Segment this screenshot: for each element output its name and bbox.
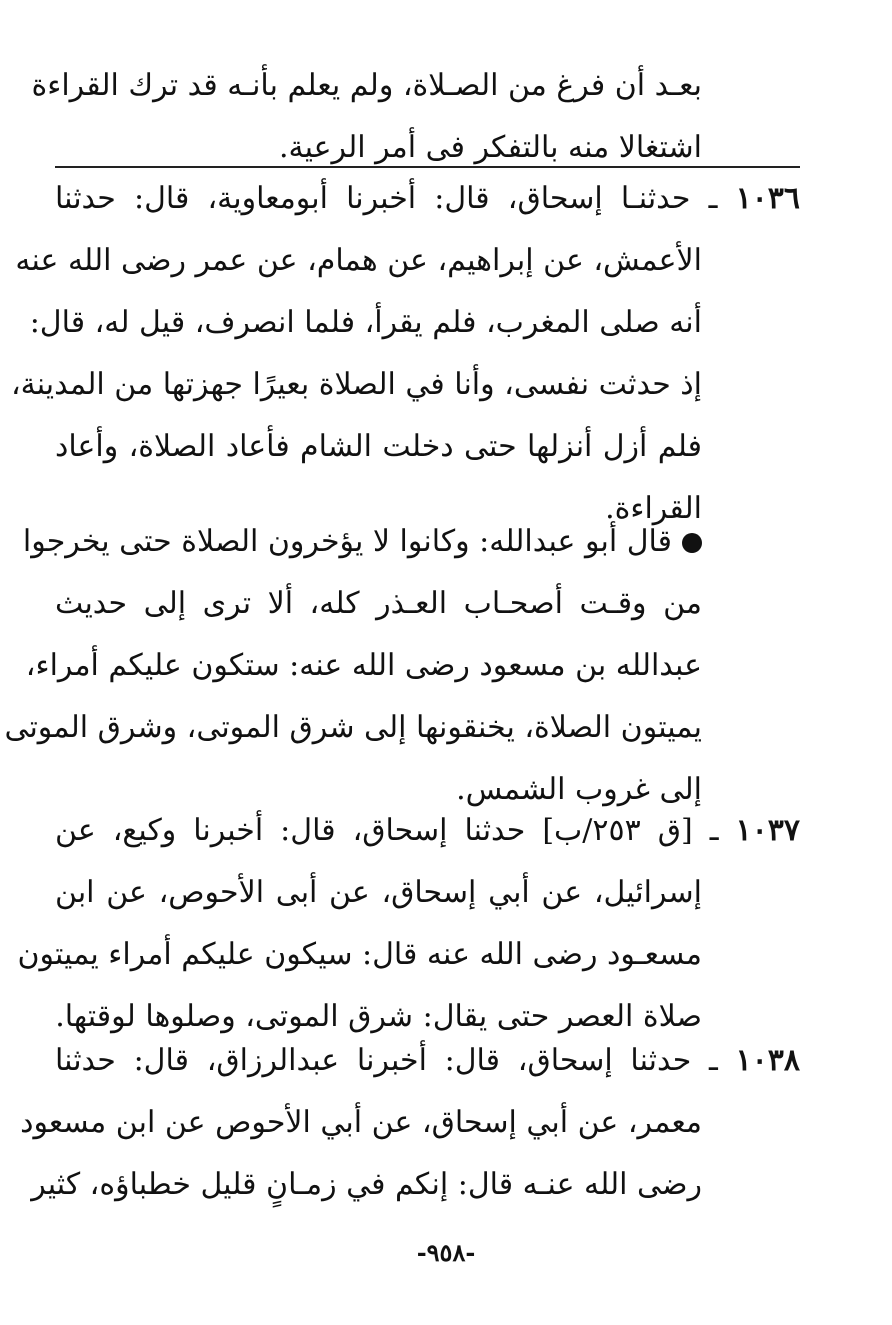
hadith-number: ١٠٣٨ xyxy=(735,1043,800,1078)
line-text: [ق ٢٥٣/ب] حدثنا إسحاق، قال: أخبرنا وكيع، عن xyxy=(55,813,693,848)
number-dash: ـ xyxy=(690,181,718,216)
text-line: اشتغالا منه بالتفكر فى أمر الرعية. xyxy=(278,130,702,165)
text-line xyxy=(22,511,702,573)
hadith-number: ١٠٣٦ xyxy=(735,181,801,216)
hadith-1037 xyxy=(17,800,800,1048)
hadith-number: ١٠٣٧ xyxy=(735,813,800,848)
text-line: صلاة العصر حتى يقال: شرق الموتى، وصلوها لوقتها. xyxy=(55,999,702,1034)
number-dash: ـ xyxy=(691,1043,718,1078)
text-line xyxy=(55,1030,800,1092)
hadith-1038 xyxy=(20,1030,800,1216)
commentary-block xyxy=(4,511,702,821)
text-line xyxy=(55,800,800,862)
text-line: الأعمش، عن إبراهيم، عن همام، عن عمر رضى الله عنه xyxy=(15,243,702,278)
top-paragraph xyxy=(31,55,702,179)
text-line: عبدالله بن مسعود رضى الله عنه: ستكون عليكم أمراء، xyxy=(25,648,702,683)
text-line: من وقـت أصحـاب العـذر كله، ألا ترى إلى حديث xyxy=(55,586,702,621)
text-line: إلى غروب الشمس. xyxy=(456,772,702,807)
text-line: إسرائيل، عن أبي إسحاق، عن أبى الأحوص، عن ابن xyxy=(55,875,702,910)
line-text: حدثنـا إسحاق، قال: أخبرنا أبومعاوية، قال: حدثنا xyxy=(55,181,691,216)
text-line: أنه صلى المغرب، فلم يقرأ، فلما انصرف، قيل له، قال: xyxy=(29,305,702,340)
text-line: معمر، عن أبي إسحاق، عن أبي الأحوص عن ابن مسعود xyxy=(20,1105,702,1140)
text-line xyxy=(55,168,800,230)
text-line: بعـد أن فرغ من الصـلاة، ولم يعلم بأنـه قد ترك القراءة xyxy=(31,68,702,103)
bullet-icon xyxy=(682,533,702,553)
text-line: رضى الله عنـه قال: إنكم في زمـانٍ قليل خطباؤه، كثير xyxy=(31,1167,702,1202)
text-line: إذ حدثت نفسى، وأنا في الصلاة بعيرًا جهزتها من المدينة، xyxy=(10,367,702,402)
hadith-1036 xyxy=(10,168,801,540)
page-number: -٩٥٨- xyxy=(416,1238,476,1267)
hadith-body xyxy=(10,230,800,540)
text-line: فلم أزل أنزلها حتى دخلت الشام فأعاد الصلاة، وأعاد xyxy=(55,429,702,464)
line-text: قال أبو عبدالله: وكانوا لا يؤخرون الصلاة حتى يخرجوا xyxy=(22,524,672,559)
line-text: حدثنا إسحاق، قال: أخبرنا عبدالرزاق، قال: حدثنا xyxy=(55,1043,692,1078)
text-line: مسعـود رضى الله عنه قال: سيكون عليكم أمراء يميتون xyxy=(17,937,702,972)
number-dash: ـ xyxy=(692,813,719,848)
text-line: القراءة. xyxy=(605,491,702,526)
hadith-body xyxy=(17,862,800,1048)
hadith-body xyxy=(20,1092,800,1216)
text-line: يميتون الصلاة، يخنقونها إلى شرق الموتى، وشرق الموتى xyxy=(4,710,702,745)
